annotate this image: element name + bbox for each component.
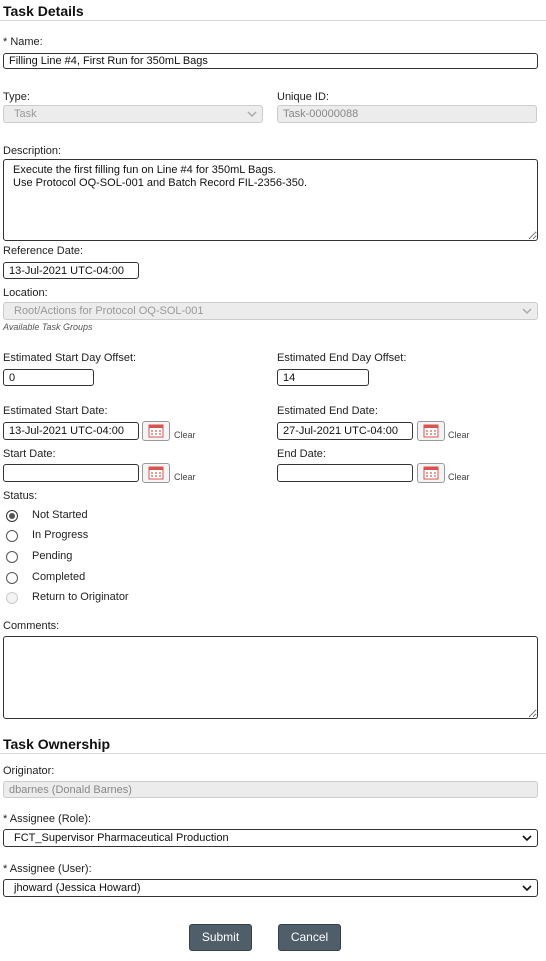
description-textarea[interactable] xyxy=(3,159,538,241)
cancel-button[interactable]: Cancel xyxy=(278,924,341,951)
est-end-date-label: Estimated End Date: xyxy=(277,405,378,417)
est-start-offset-input[interactable]: 0 xyxy=(3,369,94,386)
section-title-task-details: Task Details xyxy=(3,3,84,19)
status-option-label: Completed xyxy=(32,571,86,583)
chevron-down-icon xyxy=(522,884,532,892)
assignee-role-label: * Assignee (Role): xyxy=(3,813,92,825)
location-label: Location: xyxy=(3,287,48,299)
status-radio-completed[interactable] xyxy=(6,572,18,584)
start-date-label: Start Date: xyxy=(3,448,56,460)
calendar-icon xyxy=(418,422,444,440)
est-end-date-input[interactable]: 27-Jul-2021 UTC-04:00 xyxy=(277,422,413,440)
status-option-label: Not Started xyxy=(32,509,88,521)
est-end-date-clear-link[interactable]: Clear xyxy=(448,430,470,440)
status-option-label: In Progress xyxy=(32,529,89,541)
est-start-date-input[interactable]: 13-Jul-2021 UTC-04:00 xyxy=(3,422,139,440)
chevron-down-icon xyxy=(522,834,532,842)
assignee-user-select[interactable] xyxy=(3,879,538,897)
name-input[interactable]: Filling Line #4, First Run for 350mL Bags xyxy=(3,53,538,69)
est-end-offset-label: Estimated End Day Offset: xyxy=(277,352,407,364)
comments-label: Comments: xyxy=(3,620,60,632)
end-date-calendar-button[interactable] xyxy=(417,463,445,483)
originator-label: Originator: xyxy=(3,765,55,777)
type-label: Type: xyxy=(3,91,30,103)
est-start-date-label: Estimated Start Date: xyxy=(3,405,108,417)
status-option-label: Return to Originator xyxy=(32,591,129,603)
calendar-icon xyxy=(143,464,169,482)
est-start-date-clear-link[interactable]: Clear xyxy=(174,430,196,440)
est-start-date-calendar-button[interactable] xyxy=(142,421,170,441)
reference-date-label: Reference Date: xyxy=(3,245,84,257)
end-date-input[interactable] xyxy=(277,464,413,482)
calendar-icon xyxy=(418,464,444,482)
submit-button[interactable]: Submit xyxy=(189,924,252,951)
reference-date-input[interactable]: 13-Jul-2021 UTC-04:00 xyxy=(3,262,139,279)
est-start-offset-label: Estimated Start Day Offset: xyxy=(3,352,137,364)
end-date-clear-link[interactable]: Clear xyxy=(448,472,470,482)
status-option-label: Pending xyxy=(32,550,73,562)
section-title-task-ownership: Task Ownership xyxy=(3,736,111,752)
location-hint: Available Task Groups xyxy=(3,322,93,332)
description-label: Description: xyxy=(3,145,62,157)
status-radio-in-progress[interactable] xyxy=(6,530,18,542)
name-label: * Name: xyxy=(3,36,43,48)
status-radio-pending[interactable] xyxy=(6,551,18,563)
type-select-value: Task xyxy=(14,108,37,120)
section-divider xyxy=(0,753,546,754)
assignee-role-value: FCT_Supervisor Pharmaceutical Production xyxy=(14,832,229,844)
chevron-down-icon xyxy=(247,110,257,118)
location-select xyxy=(3,302,538,320)
status-radio-return-to-originator xyxy=(6,592,18,604)
originator-field: dbarnes (Donald Barnes) xyxy=(3,781,538,798)
start-date-calendar-button[interactable] xyxy=(142,463,170,483)
calendar-icon xyxy=(143,422,169,440)
est-end-date-calendar-button[interactable] xyxy=(417,421,445,441)
unique-id-field: Task-00000088 xyxy=(277,105,537,123)
start-date-clear-link[interactable]: Clear xyxy=(174,472,196,482)
type-select xyxy=(3,105,263,123)
unique-id-label: Unique ID: xyxy=(277,91,329,103)
assignee-user-label: * Assignee (User): xyxy=(3,863,92,875)
assignee-user-value: jhoward (Jessica Howard) xyxy=(14,882,141,894)
assignee-role-select[interactable] xyxy=(3,829,538,847)
end-date-label: End Date: xyxy=(277,448,326,460)
start-date-input[interactable] xyxy=(3,464,139,482)
section-divider xyxy=(0,20,546,21)
status-radio-not-started[interactable] xyxy=(6,510,18,522)
est-end-offset-input[interactable]: 14 xyxy=(277,369,369,386)
location-select-value: Root/Actions for Protocol OQ-SOL-001 xyxy=(14,305,204,317)
comments-textarea[interactable] xyxy=(3,636,538,719)
chevron-down-icon xyxy=(522,307,532,315)
status-label: Status: xyxy=(3,490,38,502)
